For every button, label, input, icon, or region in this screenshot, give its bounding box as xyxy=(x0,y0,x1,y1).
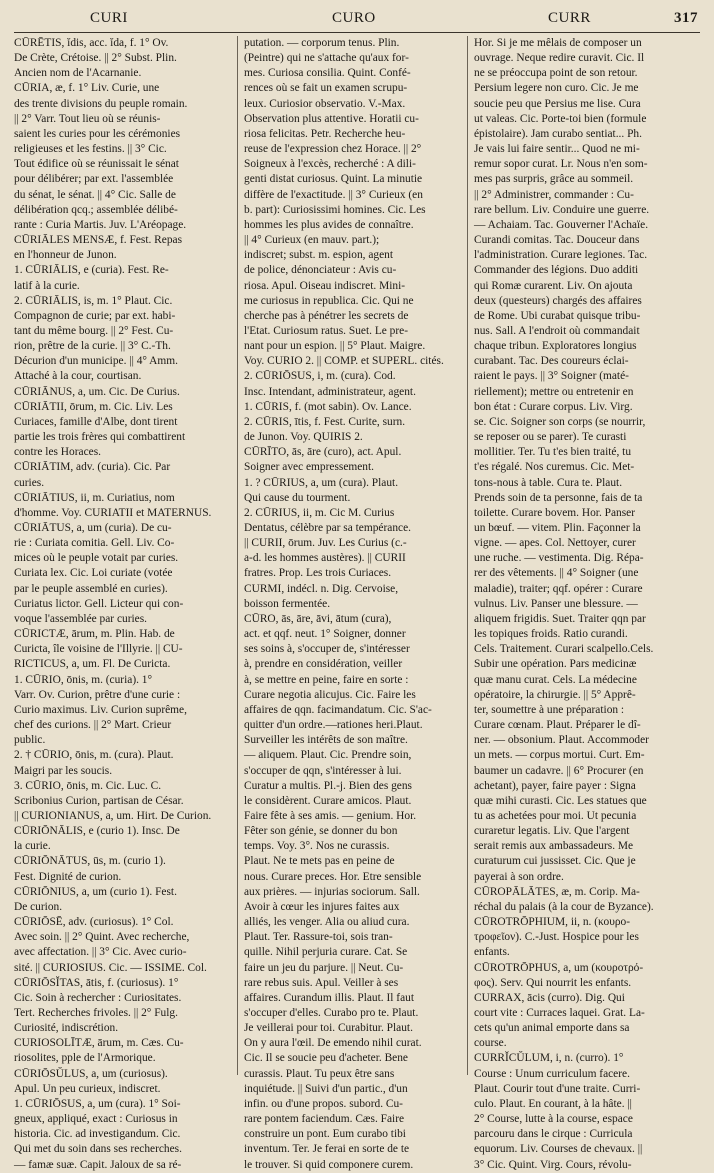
text-line: nus. Sall. A l'endroit où commandait xyxy=(474,324,640,337)
text-line: Insc. Intendant, administrateur, agent. xyxy=(244,385,416,398)
text-line: ter, soumettre à une préparation : xyxy=(474,703,625,716)
text-line: court vite : Curraces laquei. Grat. La- xyxy=(474,1007,645,1019)
text-line: CŪRIĀTIM, adv. (curia). Cic. Par xyxy=(14,461,171,474)
text-line: cets qu'un animal emporte dans sa xyxy=(474,1022,630,1035)
text-line: CŪRIĀTII, ōrum, m. Cic. Liv. Les xyxy=(14,400,173,413)
text-line: ses soins à, s'occuper de, s'intéresser xyxy=(244,643,410,656)
text-line: Maigri par les soucis. xyxy=(14,764,113,777)
text-line: contre les Horaces. xyxy=(14,446,101,459)
text-line: de Junon. Voy. QUIRIS 2. xyxy=(244,431,363,444)
text-line: Commander des légions. Duo additi xyxy=(474,264,639,277)
text-line: voque l'assemblée par curies. xyxy=(14,612,147,625)
text-line: du sénat, le sénat. || 4° Cic. Salle de xyxy=(14,188,176,201)
text-line: CŪROPĀLĀTES, æ, m. Corip. Ma- xyxy=(474,885,640,898)
text-line: Curandi comitas. Tac. Douceur dans xyxy=(474,234,640,247)
text-line: CURMI, indécl. n. Dig. Cervoise, xyxy=(244,582,399,595)
text-line: l'administration. Curare legiones. Tac. xyxy=(474,249,648,262)
text-line: partie les trois frères qui combattirent xyxy=(14,431,186,444)
text-line: inventum. Ter. Je ferai en sorte de te xyxy=(244,1143,410,1156)
text-line: 2° Course, lutte à la course, espace xyxy=(474,1113,633,1126)
text-line: inquiétude. || Suivi d'un partic., d'un xyxy=(244,1082,408,1095)
text-line: mes. Curiosa consilia. Quint. Confé- xyxy=(244,67,411,80)
text-line: φος). Serv. Qui nourrit les enfants. xyxy=(474,976,632,989)
text-line: CŪRIĀLES MENSÆ, f. Fest. Repas xyxy=(14,234,183,247)
text-line: mollitier. Ter. Tu t'es bien traité, tu xyxy=(474,446,632,459)
header-right-guideword: CURR xyxy=(548,10,591,26)
text-line: Curiatus lictor. Gell. Licteur qui con- xyxy=(14,597,184,610)
text-line: rare rebus suis. Apul. Veiller à ses xyxy=(244,976,399,989)
text-line: leux. Curiosior observatio. V.-Max. xyxy=(244,97,406,110)
text-line: Je veillerai pour toi. Curabitur. Plaut. xyxy=(244,1022,413,1035)
text-line: CŪRICTÆ, ārum, m. Plin. Hab. de xyxy=(14,628,175,641)
text-line: ner. — obsonium. Plaut. Accommoder xyxy=(474,734,649,747)
text-line: deux (questeurs) chargés des affaires xyxy=(474,294,642,307)
text-line: 2. CŪRIŌSUS, i, m. (cura). Cod. xyxy=(244,370,396,383)
text-line: CŪRIĀNUS, a, um. Cic. De Curius. xyxy=(14,385,180,398)
text-line: 3° Cic. Quint. Virg. Cours, révolu- xyxy=(474,1158,632,1171)
text-line: CŪRIŌSĒ, adv. (curiosus). 1° Col. xyxy=(14,916,174,929)
text-line: Fêter son génie, se donner du bon xyxy=(244,825,398,838)
text-line: Ancien nom de l'Acarnanie. xyxy=(14,67,142,80)
text-line: tu as achetées pour moi. Ut pecunia xyxy=(474,809,637,822)
text-line: affaires. Curandum illis. Plaut. Il faut xyxy=(244,991,414,1004)
text-line: || CURII, ōrum. Juv. Les Curius (c.- xyxy=(244,537,407,550)
text-line: remur sopor curat. Lr. Nous n'en som- xyxy=(474,158,648,171)
text-line: raient le pays. || 3° Soigner (maté- xyxy=(474,370,629,383)
text-line: de police, dénonciateur : Avis cu- xyxy=(244,264,397,277)
text-line: chef des curions. || 2° Mart. Crieur xyxy=(14,719,172,732)
text-line: rie : Curiata comitia. Gell. Liv. Co- xyxy=(14,537,175,550)
text-line: cherche pas à pénétrer les secrets de xyxy=(244,309,409,322)
text-line: Scribonius Curion, partisan de César. xyxy=(14,794,184,807)
text-line: Plaut. Ne te mets pas en peine de xyxy=(244,855,395,868)
text-line: genti distat curiosus. Quint. La minutie xyxy=(244,173,423,186)
text-line: saient les curies pour les cérémonies xyxy=(14,127,181,140)
text-line: 3. CŪRIO, ōnis, m. Cic. Luc. C. xyxy=(14,779,162,792)
text-line: course. xyxy=(474,1037,507,1050)
text-line: 2. CŪRIS, ītis, f. Fest. Curite, surn. xyxy=(244,415,406,428)
column-1 xyxy=(14,36,232,1171)
text-line: nant pour un espion. || 5° Plaut. Maigre. xyxy=(244,340,426,353)
text-line: Faire fête à ses amis. — genium. Hor. xyxy=(244,809,417,822)
text-line: Prends soin de ta personne, fais de ta xyxy=(474,491,643,504)
text-line: Soigner avec empressement. xyxy=(244,461,374,474)
text-line: de Rome. Ubi curabat quisque tribu- xyxy=(474,309,641,322)
text-line: mices où le peuple votait par curies. xyxy=(14,552,179,565)
text-line: 2. CŪRIĀLIS, is, m. 1° Plaut. Cic. xyxy=(14,294,173,307)
text-line: (Peintre) qui ne s'attache qu'aux for- xyxy=(244,52,409,65)
text-line: enfants. xyxy=(474,946,510,959)
text-line: Plaut. Courir tout d'une traite. Curri- xyxy=(474,1082,641,1095)
text-line: se reposer ou se parer). Te curasti xyxy=(474,431,627,444)
text-line: curaturum cui jussisset. Cic. Que je xyxy=(474,855,636,868)
text-line: Tert. Recherches frivoles. || 2° Fulg. xyxy=(14,1007,178,1019)
text-line: De curion. xyxy=(14,900,63,913)
text-line: rer des vêtements. || 4° Soigner (une xyxy=(474,567,639,580)
text-line: à, se mettre en peine, faire en sorte : xyxy=(244,673,409,686)
text-line: ut valeas. Cic. Porte-toi bien (formule xyxy=(474,112,647,125)
page-number: 317 xyxy=(674,10,698,26)
text-line: se. Cic. Soigner son corps (se nourrir, xyxy=(474,415,646,428)
text-line: avec affectation. || 3° Cic. Avec curio- xyxy=(14,946,187,959)
text-line: putation. — corporum tenus. Plin. xyxy=(244,37,400,49)
text-line: CŪROTRŌPHIUM, ii, n. (κουρο- xyxy=(474,916,631,929)
text-line: riellement); mettre ou entretenir en xyxy=(474,385,634,398)
text-line: Compagnon de curie; par ext. habi- xyxy=(14,309,176,322)
text-line: épistolaire). Jam curabo sentiat... Ph. xyxy=(474,127,642,140)
text-line: sité. || CURIOSIUS. Cic. — ISSIME. Col. xyxy=(14,961,207,974)
text-line: tant du même bourg. || 2° Fest. Cu- xyxy=(14,324,174,337)
text-line: aux prières. — injurias sociorum. Sall. xyxy=(244,885,420,898)
text-line: CŪROTRŌPHUS, a, um (κουροτρό- xyxy=(474,961,644,974)
text-line: hommes les plus avides de connaître. xyxy=(244,218,414,231)
text-line: infin. ou d'une propos. subord. Cu- xyxy=(244,1097,403,1110)
text-line: reuse de l'expression chez Horace. || 2° xyxy=(244,143,422,156)
text-line: rion, prêtre de la curie. || 3° C.-Th. xyxy=(14,340,171,353)
text-line: CŪRO, ās, āre, āvi, ātum (cura), xyxy=(244,612,392,625)
column-3 xyxy=(474,36,692,1171)
text-line: l'Etat. Curiosum ratus. Suet. Le pre- xyxy=(244,324,409,337)
text-line: Voy. CURIO 2. || COMP. et SUPERL. cités. xyxy=(244,355,444,368)
text-line: Avoir à cœur les injures faites aux xyxy=(244,900,400,913)
text-line: s'occuper de qqn, s'intéresser à lui. xyxy=(244,764,402,777)
text-line: Curare cœnam. Plaut. Préparer le dî- xyxy=(474,719,641,732)
text-line: || 2° Varr. Tout lieu où se réunis- xyxy=(14,112,161,125)
text-line: CŪRIŌSŬLUS, a, um (curiosus). xyxy=(14,1067,168,1080)
text-line: t'es régalé. Nos curemus. Cic. Met- xyxy=(474,461,635,474)
text-line: gneux, appliqué, exact : Curiosus in xyxy=(14,1113,178,1126)
text-line: CŪRIA, æ, f. 1° Liv. Curie, une xyxy=(14,82,160,95)
text-line: — Achaiam. Tac. Gouverner l'Achaïe. xyxy=(474,218,649,231)
text-line: soucie peu que Persius me lise. Cura xyxy=(474,97,641,110)
text-line: CŪRIŌNIUS, a, um (curio 1). Fest. xyxy=(14,885,177,898)
text-line: Cic. Il se soucie peu d'acheter. Bene xyxy=(244,1052,408,1065)
text-line: rare pontem faciendum. Cæs. Faire xyxy=(244,1113,405,1126)
text-line: curies. xyxy=(14,476,45,489)
text-line: achetant), payer, faire payer : Signa xyxy=(474,779,636,792)
text-line: serait remis aux ambassadeurs. Me xyxy=(474,840,634,853)
text-line: CŪRĪTO, ās, āre (curo), act. Apul. xyxy=(244,446,402,459)
text-line: historia. Cic. ad investigandum. Cic. xyxy=(14,1128,181,1141)
text-line: le trouver. Si quid componere curem. xyxy=(244,1158,414,1171)
text-line: construire un pont. Eum curabo tibi xyxy=(244,1128,406,1141)
column-separator-1 xyxy=(237,36,238,1075)
text-line: || CURIONIANUS, a, um. Hirt. De Curion. xyxy=(14,809,212,822)
text-line: || 4° Curieux (en mauv. part.); xyxy=(244,234,380,247)
text-line: 2. † CŪRIO, ōnis, m. (cura). Plaut. xyxy=(14,749,174,762)
text-line: Observation plus attentive. Horatii cu- xyxy=(244,112,419,125)
text-line: diffère de l'exactitude. || 3° Curieux (en xyxy=(244,188,423,201)
text-line: les topiques froids. Ratio curandi. xyxy=(474,628,628,641)
column-separator-2 xyxy=(467,36,468,1075)
text-line: religieuses et les festins. || 3° Cic. xyxy=(14,143,167,156)
text-line: CŪRIŌNĀLIS, e (curio 1). Insc. De xyxy=(14,825,180,838)
text-line: 1. CŪRIS, f. (mot sabin). Ov. Lance. xyxy=(244,400,412,413)
text-line: curabant. Tac. Des coureurs éclai- xyxy=(474,355,629,368)
text-line: Attaché à la cour, courtisan. xyxy=(14,370,142,383)
text-line: quæ manu curat. Cels. La médecine xyxy=(474,673,637,686)
text-line: On y aura l'œil. De emendo nihil curat. xyxy=(244,1037,422,1050)
text-line: Curicta, île voisine de l'Illyrie. || CU- xyxy=(14,643,183,656)
text-line: Tout édifice où se réunissait le sénat xyxy=(14,158,179,171)
text-line: me curiosus in republica. Cic. Qui ne xyxy=(244,294,414,307)
text-line: Varr. Ov. Curion, prêtre d'une curie : xyxy=(14,688,181,701)
text-line: CURRĬCŬLUM, i, n. (curro). 1° xyxy=(474,1052,624,1065)
text-line: faire un jeu du parjure. || Neut. Cu- xyxy=(244,961,404,974)
text-line: b. part): Curiosissimi homines. Cic. Les xyxy=(244,203,426,216)
text-line: CŪRIŌNĀTUS, ūs, m. (curio 1). xyxy=(14,855,166,868)
text-line: CURRAX, ācis (curro). Dig. Qui xyxy=(474,991,625,1004)
text-line: ne se préoccupa point de son retour. xyxy=(474,67,638,80)
text-line: Cels. Traitement. Curari scalpello.Cels. xyxy=(474,643,654,656)
text-line: Subir une opération. Pars medicinæ xyxy=(474,658,637,671)
text-line: pour délibérer; par ext. l'assemblée xyxy=(14,173,174,186)
text-line: vigne. — apes. Col. Nettoyer, curer xyxy=(474,537,636,550)
text-line: — famæ suæ. Capit. Jaloux de sa ré- xyxy=(14,1158,182,1171)
text-line: s'occuper d'elles. Curabo pro te. Plaut. xyxy=(244,1007,419,1019)
text-line: par le peuple assemblé en curies). xyxy=(14,582,168,595)
text-line: rante : Curia Martis. Juv. L'Aréopage. xyxy=(14,218,187,231)
text-line: Curiata lex. Cic. Loi curiate (votée xyxy=(14,567,173,580)
text-line: bon état : Curare corpus. Liv. Virg. xyxy=(474,400,633,413)
text-line: riosa felicitas. Petr. Recherche heu- xyxy=(244,127,406,140)
text-line: 1. ? CŪRIUS, a, um (cura). Plaut. xyxy=(244,476,399,489)
text-line: indiscret; subst. m. espion, agent xyxy=(244,249,394,262)
text-line: 1. CŪRIĀLIS, e (curia). Fest. Re- xyxy=(14,264,169,277)
text-line: la curie. xyxy=(14,840,51,853)
text-line: 1. CŪRIŌSUS, a, um (cura). 1° Soi- xyxy=(14,1097,181,1110)
text-line: curaretur legatis. Liv. Que l'argent xyxy=(474,825,630,838)
text-line: CŪRIĀTUS, a, um (curia). De cu- xyxy=(14,522,172,534)
text-line: chaque tribun. Exploratores longius xyxy=(474,340,637,353)
text-line: Curare negotia alicujus. Cic. Faire les xyxy=(244,688,416,701)
header-left-guideword: CURI xyxy=(90,10,128,26)
text-line: d'homme. Voy. CURIATII et MATERNUS. xyxy=(14,506,212,519)
text-line: Je vais lui faire sentir... Quod ne mi- xyxy=(474,143,640,156)
text-line: un mets. — corpus mortui. Curt. Em- xyxy=(474,749,645,762)
text-line: quille. Nihil perjuria curare. Cat. Se xyxy=(244,946,408,959)
text-line: curassis. Plaut. Tu peux être sans xyxy=(244,1067,395,1080)
text-line: 1. CŪRIO, ōnis, m. (curia). 1° xyxy=(14,673,153,686)
text-line: equorum. Liv. Courses de chevaux. || xyxy=(474,1143,643,1156)
text-line: riosa. Apul. Oiseau indiscret. Mini- xyxy=(244,279,406,292)
text-line: a-d. les hommes austères). || CURII xyxy=(244,552,406,565)
text-line: CŪRIĀTIUS, ii, m. Curiatius, nom xyxy=(14,491,175,504)
text-line: quæ mihi curasti. Cic. Les statues que xyxy=(474,794,647,807)
running-header xyxy=(14,6,700,32)
text-line: public. xyxy=(14,734,46,747)
text-line: aliquem frigidis. Suet. Traiter qqn par xyxy=(474,612,646,625)
text-line: en l'honneur de Junon. xyxy=(14,249,117,262)
text-line: culo. Plaut. En courant, à la hâte. || xyxy=(474,1097,632,1110)
text-line: payerai à son ordre. xyxy=(474,870,564,883)
text-line: nous. Curare preces. Hor. Etre sensible xyxy=(244,870,422,883)
text-line: rences où se fait un examen scrupu- xyxy=(244,82,408,95)
text-line: De Crète, Crétoise. || 2° Subst. Plin. xyxy=(14,52,177,65)
text-line: Curiosité, indiscrétion. xyxy=(14,1022,119,1035)
text-line: Avec soin. || 2° Quint. Avec recherche, xyxy=(14,931,190,944)
text-line: des trente divisions du peuple romain. xyxy=(14,97,188,110)
text-line: Cic. Soin à rechercher : Curiositates. xyxy=(14,991,182,1004)
text-line: vulnus. Liv. Panser une blessure. — xyxy=(474,597,638,610)
text-line: un bœuf. — vitem. Plin. Façonner la xyxy=(474,522,641,534)
text-line: Surveiller les intérêts de son maître. xyxy=(244,734,408,747)
text-line: CŪRIŌSĬTAS, ātis, f. (curiosus). 1° xyxy=(14,976,179,989)
text-line: CURIOSOLĪTÆ, ārum, m. Cæs. Cu- xyxy=(14,1037,184,1050)
text-line: Qui cause du tourment. xyxy=(244,491,351,504)
text-line: Fest. Dignité de curion. xyxy=(14,870,122,883)
text-line: Hor. Si je me mêlais de composer un xyxy=(474,37,642,49)
text-line: CŪRĒTIS, ĭdis, acc. ĭda, f. 1° Ov. xyxy=(14,37,169,49)
text-line: tons-nous à table. Cura te. Plaut. xyxy=(474,476,623,489)
text-line: rare bellum. Liv. Conduire une guerre. xyxy=(474,203,650,216)
text-line: réchal du palais (à la cour de Byzance). xyxy=(474,900,654,913)
text-line: RICTICUS, a, um. Fl. De Curicta. xyxy=(14,658,171,671)
text-line: alliés, les venger. Alia ou aliud cura. xyxy=(244,916,410,929)
text-line: baumer un cadavre. || 6° Procurer (en xyxy=(474,764,644,777)
text-line: Soigneux à l'excès, recherché : A dili- xyxy=(244,158,416,171)
text-line: qui Romæ curarent. Liv. On ajouta xyxy=(474,279,633,292)
header-center-guideword: CURO xyxy=(332,10,376,26)
text-line: Curio maximus. Liv. Curion suprême, xyxy=(14,703,187,716)
text-line: à, prendre en considération, veiller xyxy=(244,658,403,671)
text-line: τροφεῖον). C.-Just. Hospice pour les xyxy=(474,931,639,944)
text-line: Apul. Un peu curieux, indiscret. xyxy=(14,1082,161,1095)
text-line: maladie), traiter; qqf. opérer : Curare xyxy=(474,582,643,595)
text-line: boisson fermentée. xyxy=(244,597,331,610)
text-line: riosolites, pple de l'Armorique. xyxy=(14,1052,156,1065)
text-line: affaires de qqn. facimandatum. Cic. S'ac- xyxy=(244,703,432,716)
text-line: parcouru dans le cirque : Curricula xyxy=(474,1128,633,1141)
text-line: Décurion d'un municipe. || 4° Amm. xyxy=(14,355,178,368)
text-line: délibération qcq.; assemblée délibé- xyxy=(14,203,178,216)
text-line: quitter d'un ordre.—rationes heri.Plaut. xyxy=(244,719,423,732)
text-line: le considèrent. Curare amicos. Plaut. xyxy=(244,794,412,807)
text-line: ouvrage. Neque redire curavit. Cic. Il xyxy=(474,52,645,65)
text-line: Dentatus, célèbre par sa tempérance. xyxy=(244,522,411,534)
text-line: fratres. Prop. Les trois Curiaces. xyxy=(244,567,392,580)
text-line: opératoire, la chirurgie. || 5° Apprê- xyxy=(474,688,636,701)
text-line: Course : Unum curriculum facere. xyxy=(474,1067,630,1080)
text-line: || 2° Administrer, commander : Cu- xyxy=(474,188,634,201)
text-line: une ruche. — vestimenta. Dig. Répa- xyxy=(474,552,644,565)
text-line: Curatur a multis. Pl.-j. Bien des gens xyxy=(244,779,412,792)
text-line: mes pas surpris, grâce au sommeil. xyxy=(474,173,634,186)
column-2 xyxy=(244,36,462,1171)
text-line: 2. CŪRIUS, ii, m. Cic M. Curius xyxy=(244,506,395,519)
text-line: Persium legere non curo. Cic. Je me xyxy=(474,82,639,95)
header-rule xyxy=(14,32,700,33)
text-line: temps. Voy. 3°. Nos ne curassis. xyxy=(244,840,390,853)
text-line: Qui met du soin dans ses recherches. xyxy=(14,1143,182,1156)
text-line: latif à la curie. xyxy=(14,279,80,292)
text-line: Plaut. Ter. Rassure-toi, sois tran- xyxy=(244,931,393,944)
text-line: — aliquem. Plaut. Cic. Prendre soin, xyxy=(244,749,412,762)
text-line: toilette. Curare bovem. Hor. Panser xyxy=(474,506,636,519)
text-line: Curiaces, famille d'Albe, dont tirent xyxy=(14,415,178,428)
text-line: act. et qqf. neut. 1° Soigner, donner xyxy=(244,628,406,641)
